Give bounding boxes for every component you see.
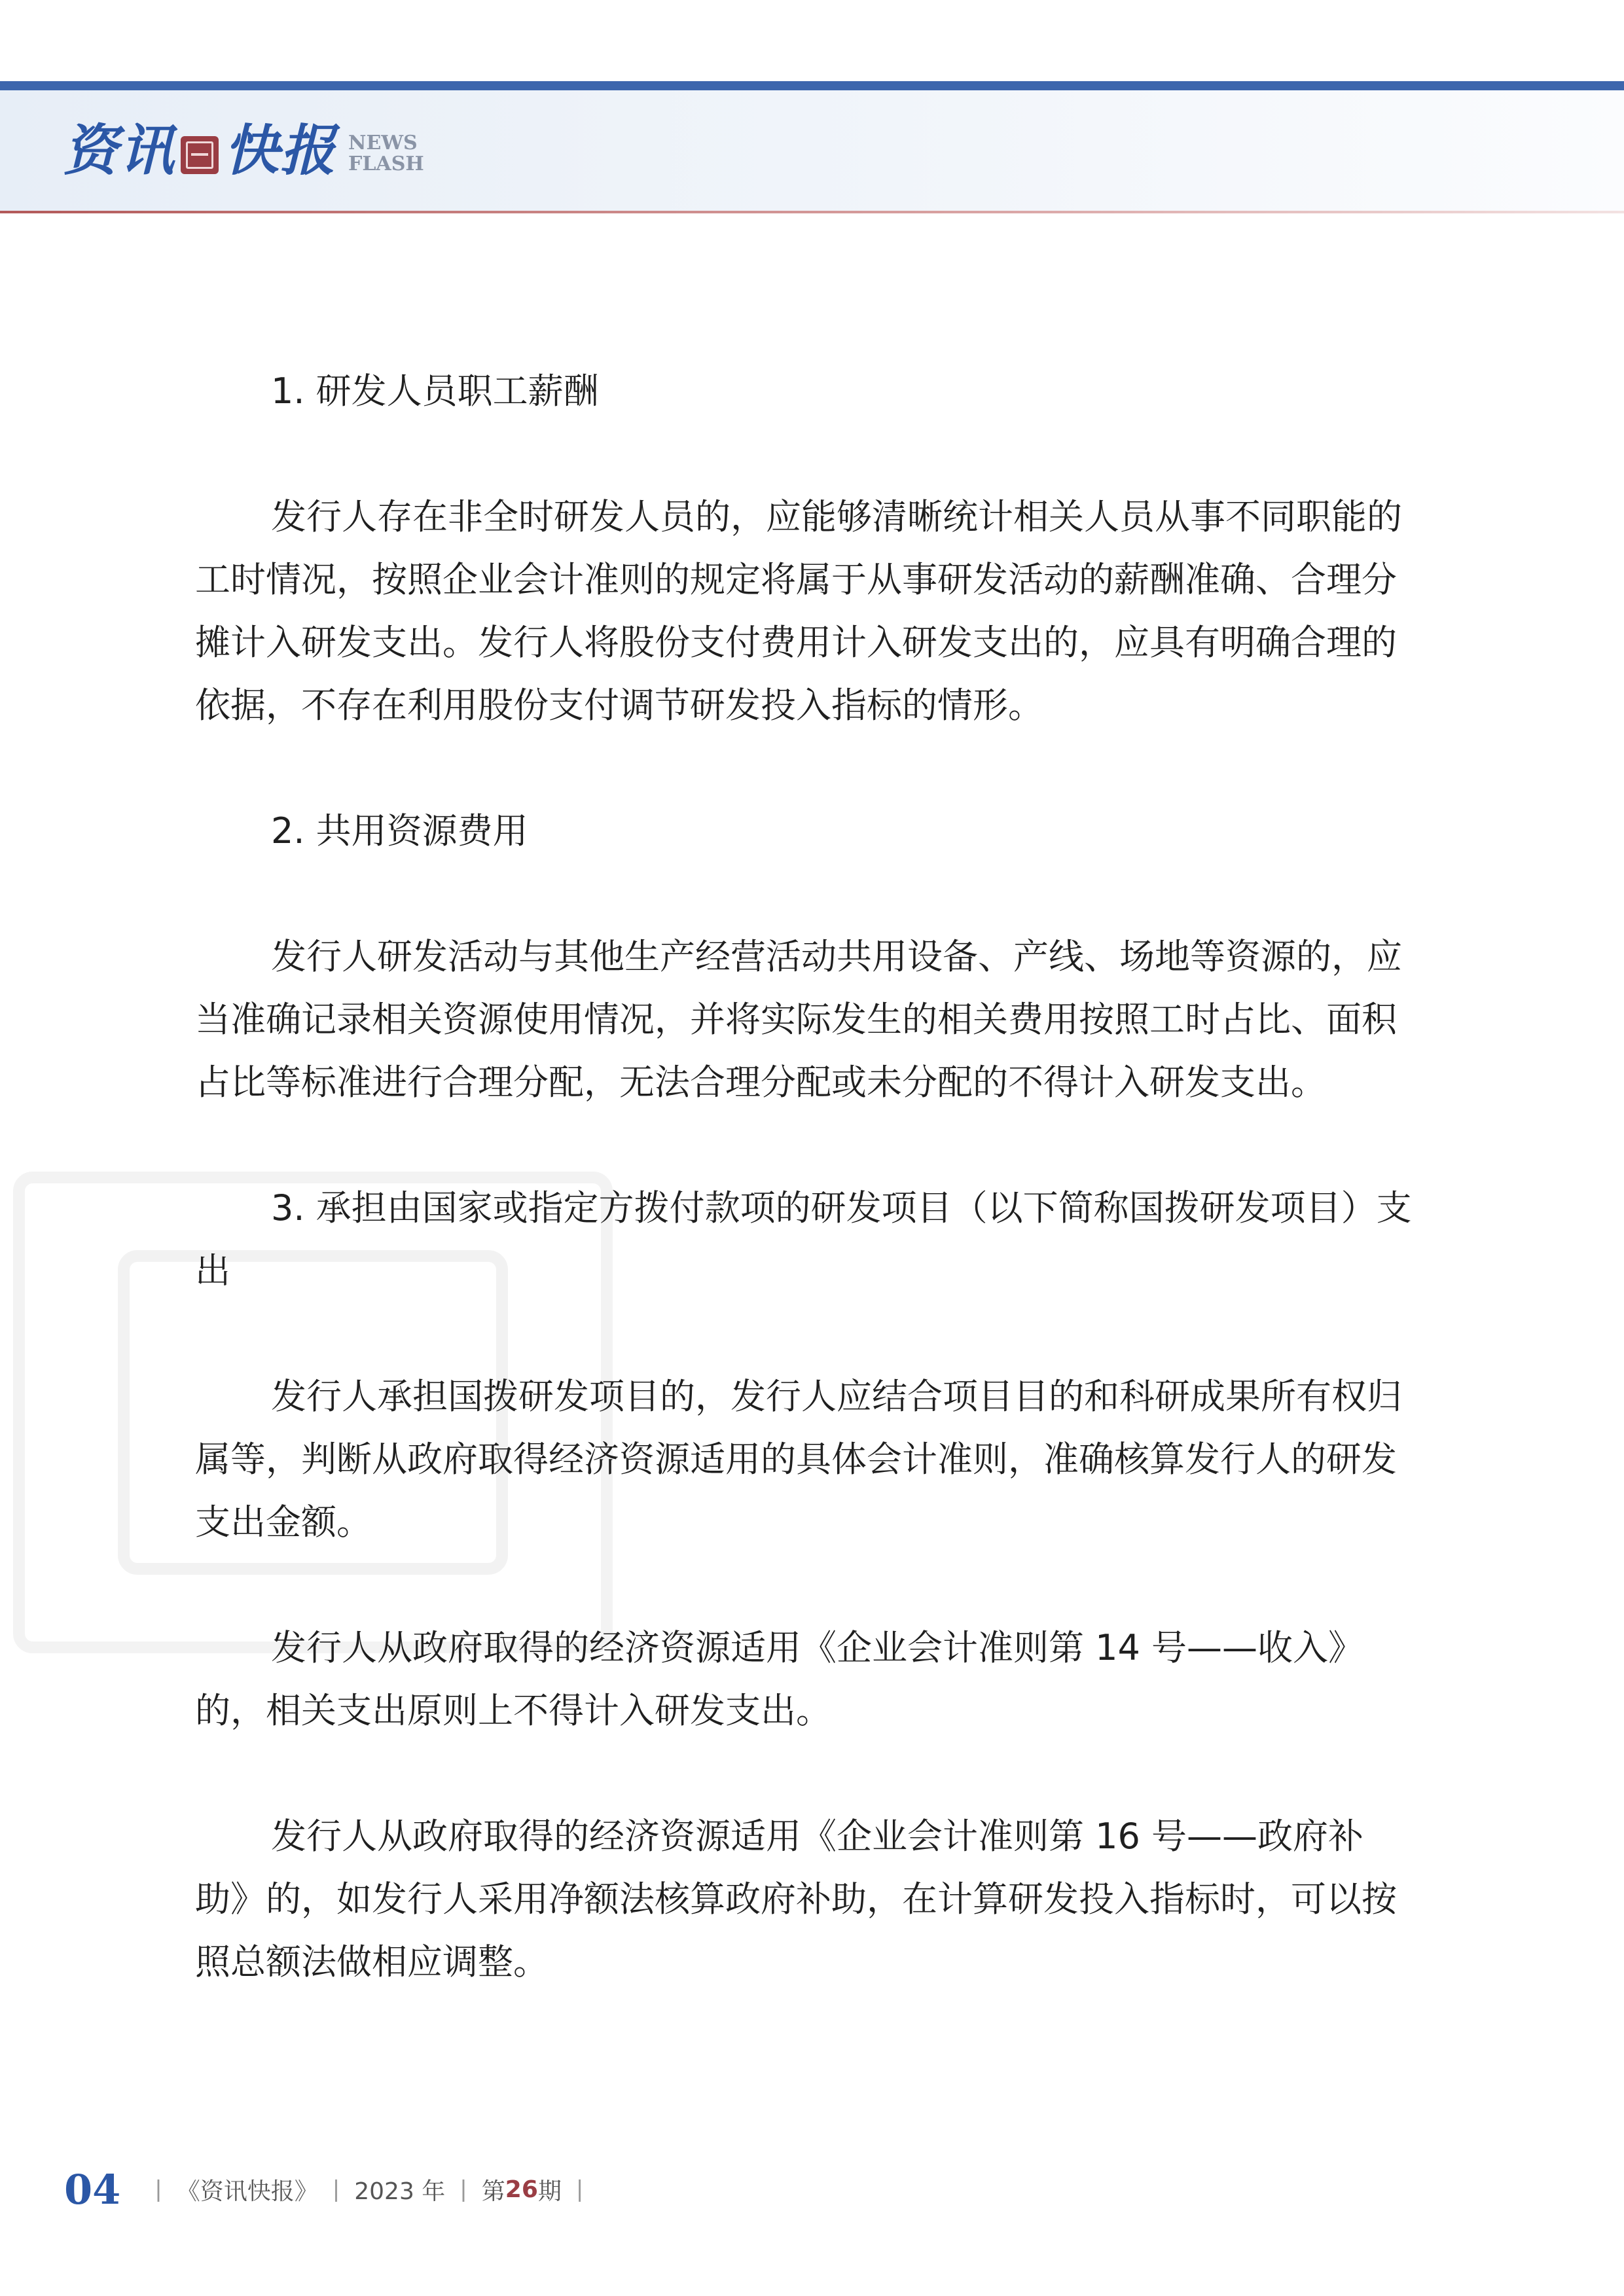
paragraph-1: 发行人存在非全时研发人员的，应能够清晰统计相关人员从事不同职能的工时情况，按照企业会计准则的规定将属于从事研发活动的薪酬准确、合理分摊计入研发支出。发行人将股份支付费用计入研发支出的，应具有明确合理的依据，不存在利用股份支付调节研发投入指标的情形。	[195, 496, 1402, 726]
section-heading-3: 3. 承担由国家或指定方拨付款项的研发项目（以下简称国拨研发项目）支出	[195, 1187, 1412, 1291]
footer-publication: 《资讯快报》	[176, 2178, 318, 2205]
footer-separator: |	[575, 2176, 584, 2202]
page-footer	[64, 2160, 598, 2219]
footer-issue-number: 26	[505, 2176, 538, 2203]
logo-text-left: 资讯	[63, 118, 176, 183]
footer-issue-suffix: 期	[537, 2178, 562, 2205]
footer-separator: |	[154, 2176, 162, 2202]
logo-english-line2: FLASH	[348, 152, 424, 175]
footer-separator: |	[332, 2176, 340, 2202]
logo-english-line1: NEWS	[348, 132, 418, 154]
section-heading-2: 2. 共用资源费用	[271, 810, 528, 852]
paragraph-3: 发行人承担国拨研发项目的，发行人应结合项目目的和科研成果所有权归属等，判断从政府取得经济资源适用的具体会计准则，准确核算发行人的研发支出金额。	[195, 1376, 1402, 1543]
footer-year: 2023 年	[354, 2178, 446, 2205]
publication-logo	[63, 118, 424, 183]
header-divider	[0, 211, 1624, 213]
paragraph-5: 发行人从政府取得的经济资源适用《企业会计准则第 16 号——政府补助》的，如发行人采用净额法核算政府补助，在计算研发投入指标时，可以按照总额法做相应调整。	[195, 1816, 1397, 1982]
paragraph-4: 发行人从政府取得的经济资源适用《企业会计准则第 14 号——收入》的，相关支出原则上不得计入研发支出。	[195, 1627, 1364, 1731]
header-top-rule	[0, 81, 1624, 90]
logo-text-right: 快报	[224, 118, 337, 183]
footer-issue-prefix: 第	[481, 2178, 505, 2205]
article-body	[195, 360, 1414, 1994]
logo-english	[348, 133, 424, 175]
paragraph-2: 发行人研发活动与其他生产经营活动共用设备、产线、场地等资源的，应当准确记录相关资源使用情况，并将实际发生的相关费用按照工时占比、面积占比等标准进行合理分配，无法合理分配或未分配的不得计入研发支出。	[195, 936, 1402, 1103]
footer-separator: |	[460, 2176, 467, 2202]
seal-icon	[181, 136, 219, 174]
page-number: 04	[64, 2165, 121, 2214]
section-heading-1: 1. 研发人员职工薪酬	[271, 370, 599, 412]
